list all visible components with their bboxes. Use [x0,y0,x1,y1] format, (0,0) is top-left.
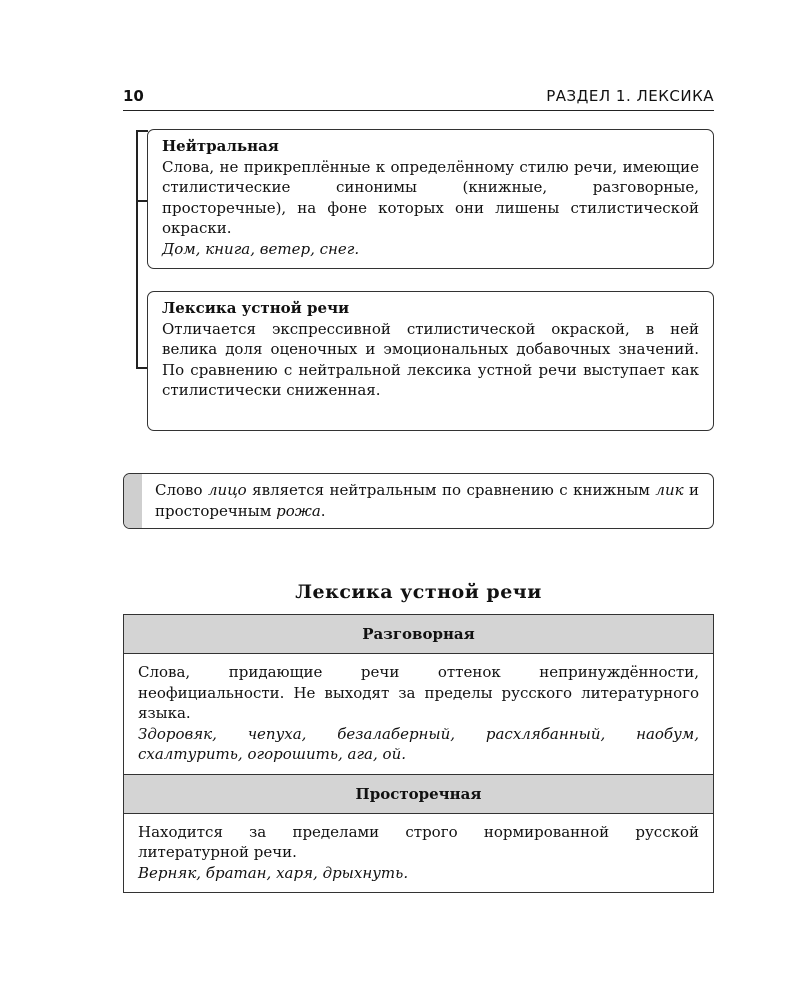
note-text: Слово лицо является нейтральным по сравнению с книжным лик и просторечным рожа. [155,481,700,520]
neutral-title: Нейтральная [162,137,279,155]
colloquial-example: Здоровяк, чепуха, безалаберный, расхлябанный, наобум, схалтурить, огорошить, ага, ой. [138,724,699,763]
table-title: Лексика устной речи [295,581,542,603]
page-number: 10 [123,87,144,105]
note-box [123,473,714,529]
oral-speech-box [147,291,714,431]
note-side-bar [124,474,142,528]
vernacular-example: Верняк, братан, харя, дрыхнуть. [138,863,409,882]
table-header-vernacular: Просторечная [124,775,713,814]
neutral-box [147,129,714,269]
neutral-text: Слова, не прикреплённые к определённому стилю речи, имеющие стилистические синонимы (книжные, разговорные, просторечные), на фоне которых они лишены стилистической окраски. [162,157,699,237]
lexicon-table [123,614,714,893]
bracket-line [136,130,138,368]
table-body-colloquial [124,654,713,775]
note-word-litso: лицо [207,481,247,499]
bracket-tick-top [136,130,148,132]
oral-speech-title: Лексика устной речи [162,299,350,317]
colloquial-text: Слова, придающие речи оттенок непринуждённости, неофициальности. Не выходят за пределы русского литературного языка. [138,663,699,722]
note-word-lik: лик [655,481,684,499]
page-header [123,86,714,111]
table-body-vernacular [124,814,713,893]
note-word-rozha: рожа [276,502,321,520]
oral-speech-text: Отличается экспрессивной стилистической окраской, в ней велика доля оценочных и эмоциональных добавочных значений. По сравнению с нейтральной лексика устной речи выступает как стилистически сниженная. [162,319,699,399]
vernacular-text: Находится за пределами строго нормированной русской литературной речи. [138,822,699,861]
table-header-colloquial: Разговорная [124,615,713,654]
neutral-example: Дом, книга, ветер, снег. [162,239,360,258]
section-title: РАЗДЕЛ 1. ЛЕКСИКА [546,87,714,105]
